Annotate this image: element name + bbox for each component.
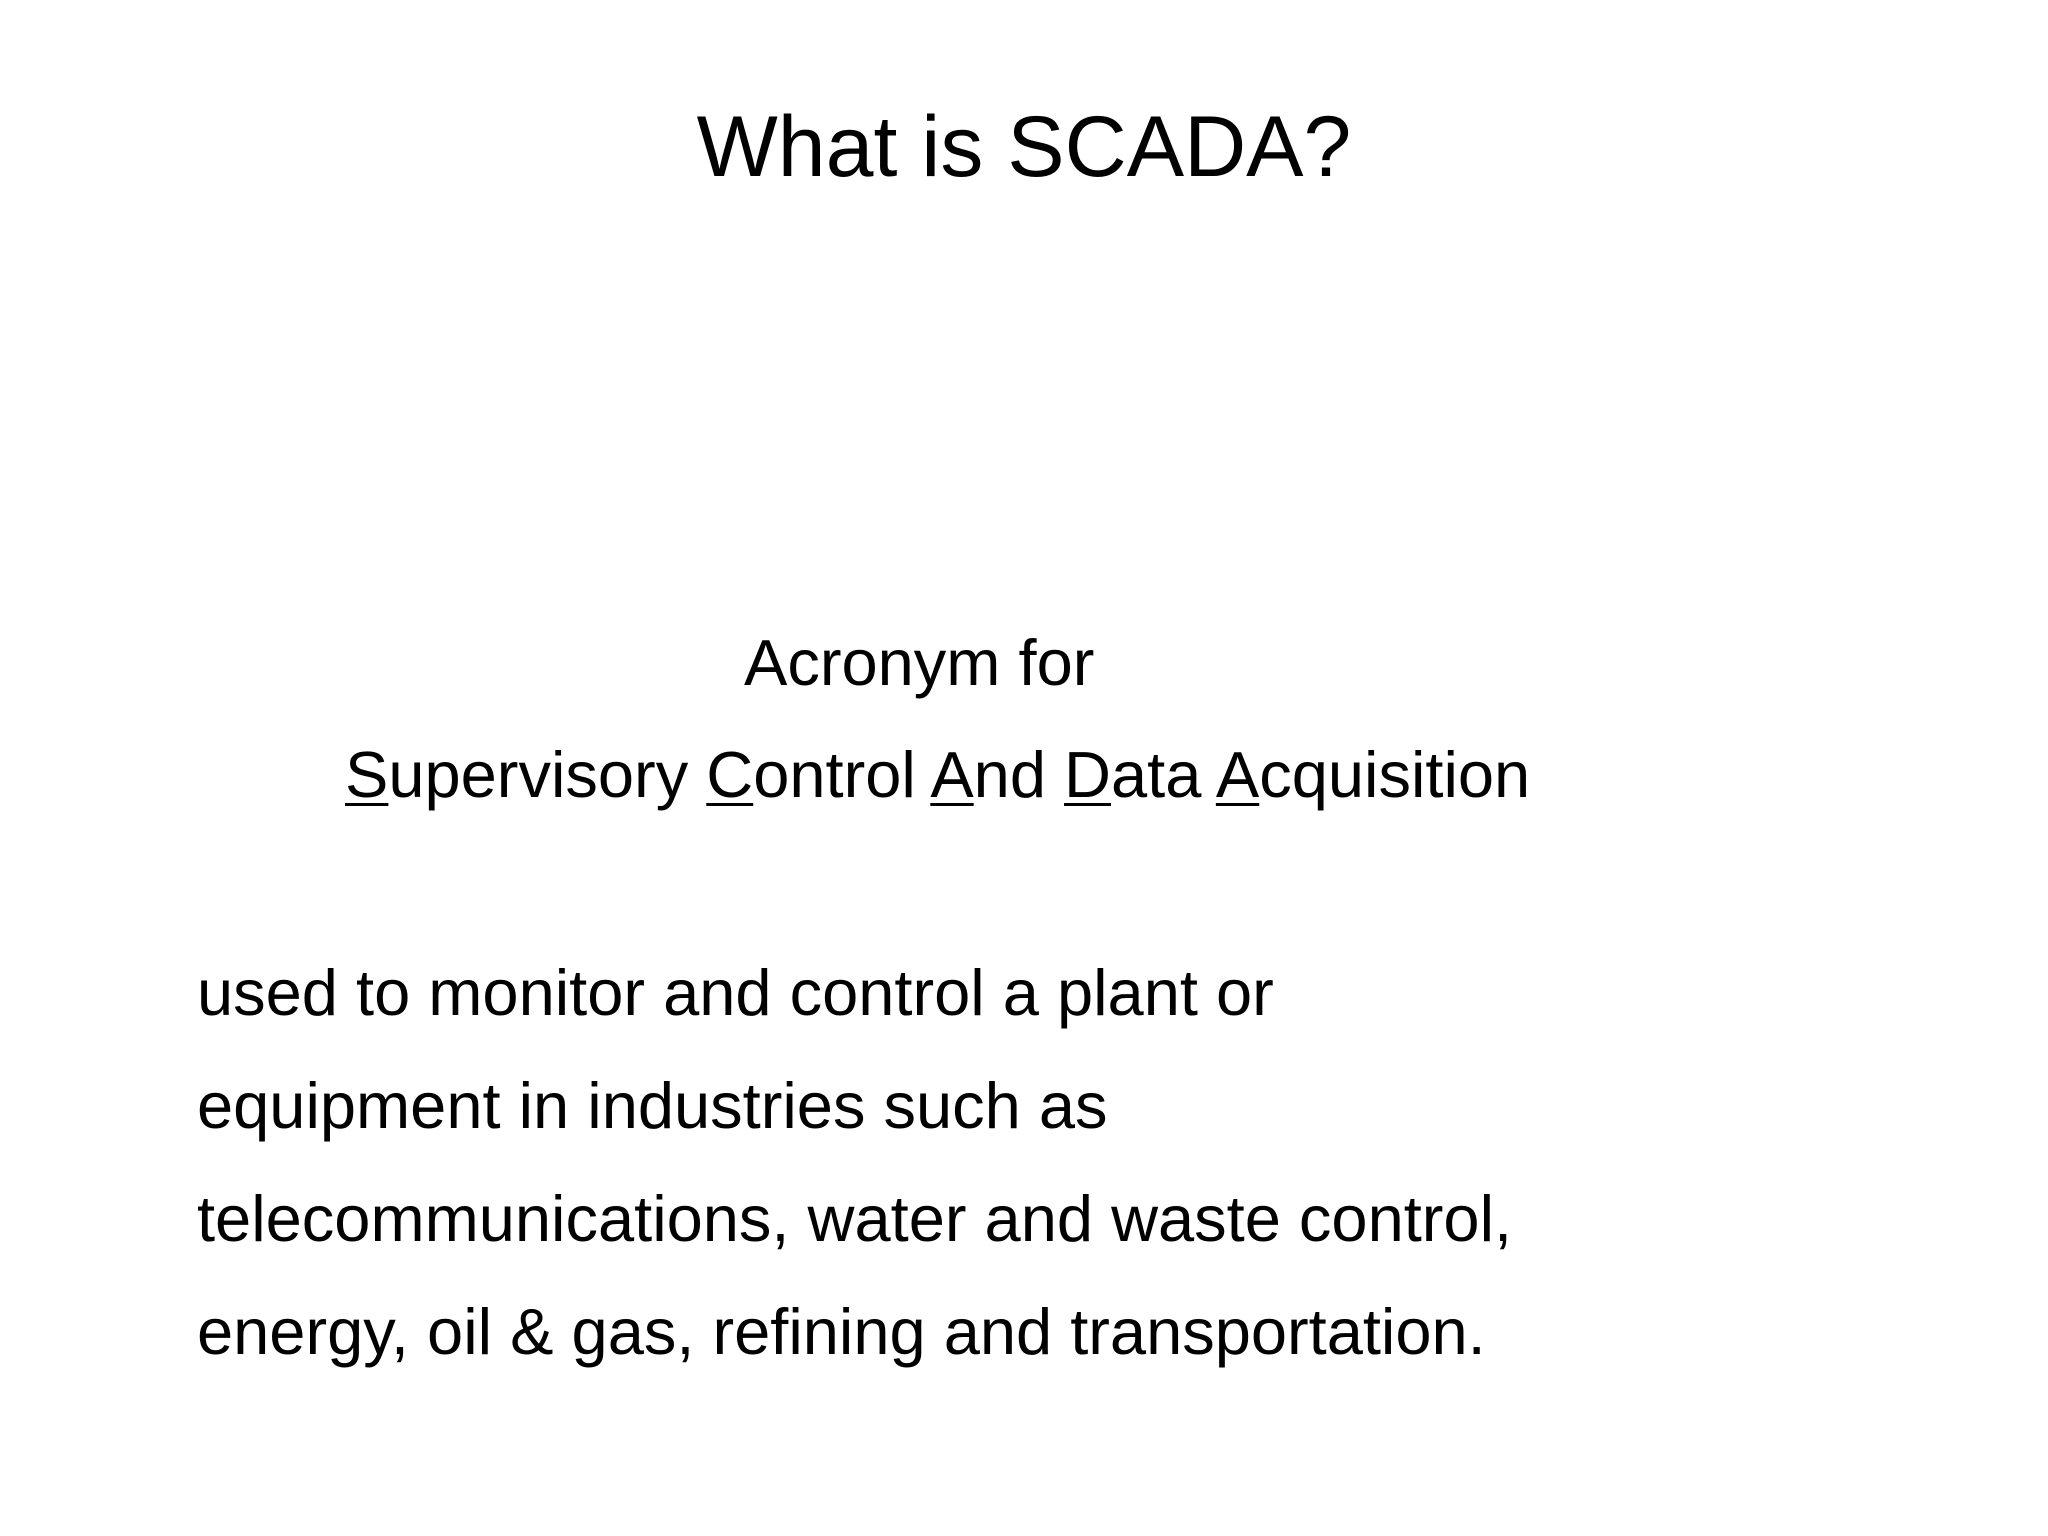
acronym-word-rest: cquisition — [1259, 738, 1531, 811]
acronym-word-control — [706, 738, 916, 811]
acronym-word-rest: ontrol — [753, 738, 916, 811]
description-paragraph — [197, 936, 1797, 1388]
acronym-word-data — [1064, 738, 1201, 811]
acronym-initial: C — [706, 738, 754, 811]
acronym-word-supervisory — [345, 738, 688, 811]
acronym-word-rest: upervisory — [388, 738, 689, 811]
acronym-word-acquisition — [1216, 738, 1530, 811]
slide-title: What is SCADA? — [696, 99, 1352, 195]
acronym-initial: A — [930, 738, 974, 811]
acronym-word-rest: ata — [1111, 738, 1202, 811]
description-line: used to monitor and control a plant or — [197, 956, 1274, 1029]
acronym-word-and — [930, 738, 1046, 811]
acronym-initial: D — [1064, 738, 1111, 811]
acronym-expansion — [345, 720, 1530, 830]
description-line: equipment in industries such as — [197, 1069, 1108, 1142]
acronym-initial: A — [1215, 738, 1260, 811]
description-line: energy, oil & gas, refining and transportation. — [197, 1295, 1486, 1368]
description-line: telecommunications, water and waste control, — [197, 1182, 1513, 1255]
acronym-word-rest: nd — [973, 738, 1046, 811]
acronym-initial: S — [345, 738, 389, 811]
acronym-intro: Acronym for — [744, 626, 1095, 699]
